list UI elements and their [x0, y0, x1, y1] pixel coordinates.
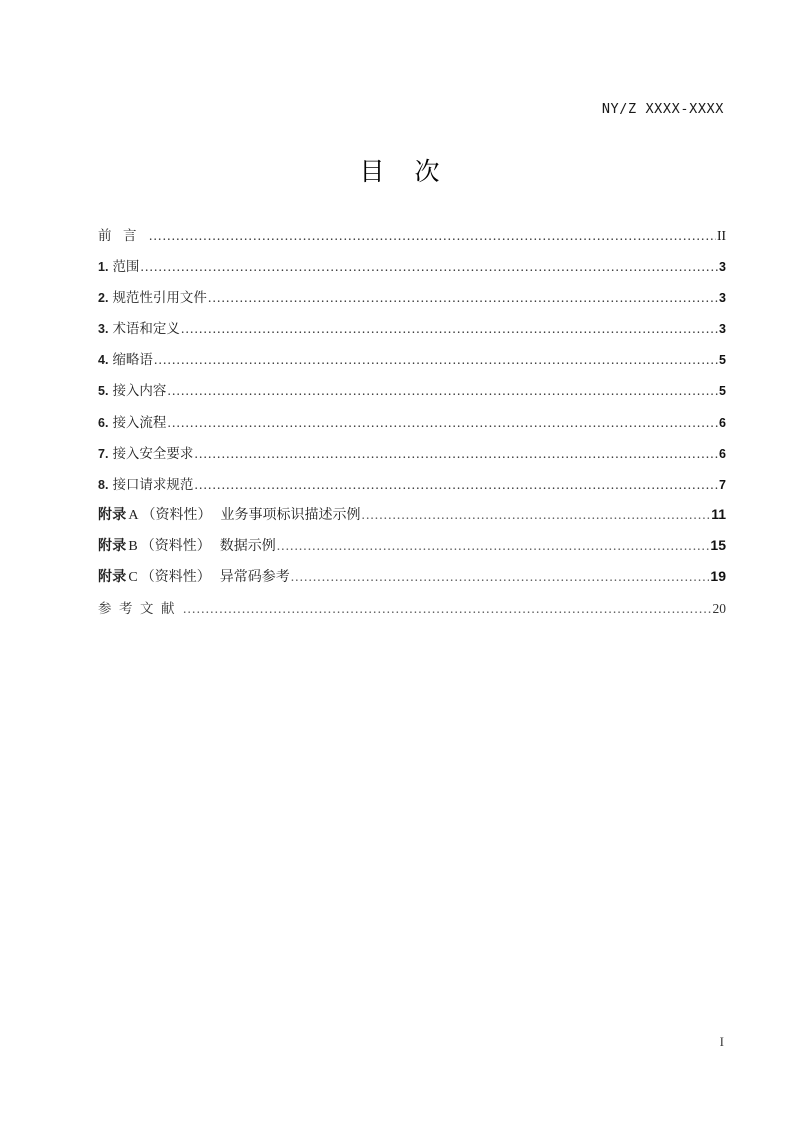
- toc-entry-page-number: 3: [719, 260, 726, 275]
- toc-entry-page-number: II: [717, 228, 726, 243]
- footer-page-number: I: [719, 1034, 724, 1049]
- toc-appendix-prefix: 附录: [98, 536, 127, 553]
- toc-appendix-title: 业务事项标识描述示例: [220, 507, 361, 523]
- toc-entry-label: [98, 504, 361, 524]
- toc-entry-label: [98, 224, 148, 244]
- toc-entry-page-number: 20: [712, 601, 726, 617]
- toc-dot-leader: [154, 353, 718, 367]
- toc-appendix-letter: A: [128, 507, 139, 523]
- toc-entry-page-number: 3: [719, 322, 726, 337]
- toc-entry-label: [98, 566, 290, 586]
- toc-entry-label: [98, 379, 166, 399]
- toc-appendix-title: 异常码参考: [219, 570, 290, 586]
- toc-dot-leader: [167, 416, 718, 430]
- toc-entry[interactable]: [98, 566, 726, 597]
- toc-entry-page-number: 19: [710, 568, 726, 585]
- toc-dot-leader: [140, 260, 718, 274]
- toc-entry[interactable]: [98, 473, 726, 504]
- toc-entry-text: 接口请求规范: [112, 476, 194, 492]
- toc-entry-page-number: 6: [719, 446, 726, 461]
- toc-dot-leader: [149, 229, 716, 243]
- toc-entry-text: 范围: [112, 259, 140, 275]
- toc-entry-number: 8.: [98, 477, 109, 492]
- toc-entry-text: 缩略语: [112, 352, 153, 368]
- table-of-contents: [98, 224, 726, 628]
- toc-entry-number: 6.: [98, 415, 109, 430]
- toc-entry-label: [98, 442, 193, 462]
- toc-entry-label: [98, 317, 180, 337]
- toc-appendix-title: 数据示例: [219, 538, 276, 554]
- toc-entry[interactable]: [98, 286, 726, 317]
- toc-entry-text: 接入安全要求: [112, 445, 194, 461]
- toc-entry-label: [98, 535, 276, 555]
- toc-appendix-letter: B: [128, 538, 138, 554]
- toc-entry-text: 接入流程: [112, 414, 167, 430]
- toc-dot-leader: [183, 602, 712, 616]
- page-title: 目 次: [359, 159, 441, 186]
- toc-entry-number: 3.: [98, 322, 109, 337]
- toc-entry-page-number: 3: [719, 291, 726, 306]
- toc-entry-page-number: 11: [711, 505, 726, 522]
- toc-appendix-prefix: 附录: [98, 568, 127, 585]
- toc-dot-leader: [277, 539, 710, 553]
- toc-entry[interactable]: [98, 504, 726, 535]
- toc-entry-page-number: 6: [719, 415, 726, 430]
- toc-entry-page-number: 15: [710, 536, 726, 553]
- toc-entry-number: 7.: [98, 446, 109, 461]
- toc-entry-text: 前言: [98, 228, 148, 243]
- toc-appendix-letter: C: [128, 570, 138, 586]
- toc-entry-number: 1.: [98, 260, 109, 275]
- toc-dot-leader: [181, 322, 718, 336]
- toc-entry[interactable]: [98, 317, 726, 348]
- toc-entry-text: 规范性引用文件: [112, 290, 207, 306]
- toc-entry-page-number: 5: [719, 353, 726, 368]
- toc-appendix-prefix: 附录: [98, 505, 127, 522]
- toc-dot-leader: [208, 291, 718, 305]
- toc-entry-number: 2.: [98, 291, 109, 306]
- toc-dot-leader: [167, 384, 718, 398]
- toc-entry-label: [98, 348, 153, 368]
- toc-entry-text: 接入内容: [112, 383, 167, 399]
- toc-entry-page-number: 7: [719, 477, 726, 492]
- toc-entry-label: [98, 286, 207, 306]
- toc-entry[interactable]: [98, 597, 726, 628]
- toc-dot-leader: [194, 478, 718, 492]
- toc-entry-text: 术语和定义: [112, 321, 180, 337]
- toc-entry[interactable]: [98, 379, 726, 410]
- toc-entry-label: [98, 597, 182, 617]
- toc-dot-leader: [291, 570, 710, 584]
- toc-entry-number: 4.: [98, 353, 109, 368]
- toc-appendix-nature: （资料性）: [141, 507, 212, 523]
- toc-entry-page-number: 5: [719, 384, 726, 399]
- toc-entry[interactable]: [98, 442, 726, 473]
- toc-entry-text: 参考文献: [98, 601, 182, 617]
- toc-entry[interactable]: [98, 224, 726, 255]
- toc-entry-label: [98, 255, 139, 275]
- toc-entry-label: [98, 473, 193, 493]
- document-header-code: NY/Z XXXX-XXXX: [601, 101, 724, 117]
- toc-dot-leader: [362, 508, 711, 522]
- toc-entry-number: 5.: [98, 384, 109, 399]
- toc-appendix-nature: （资料性）: [140, 570, 211, 586]
- toc-entry[interactable]: [98, 411, 726, 442]
- toc-entry[interactable]: [98, 348, 726, 379]
- toc-appendix-nature: （资料性）: [140, 538, 211, 554]
- toc-entry[interactable]: [98, 535, 726, 566]
- toc-dot-leader: [194, 447, 718, 461]
- toc-entry[interactable]: [98, 255, 726, 286]
- toc-entry-label: [98, 411, 166, 431]
